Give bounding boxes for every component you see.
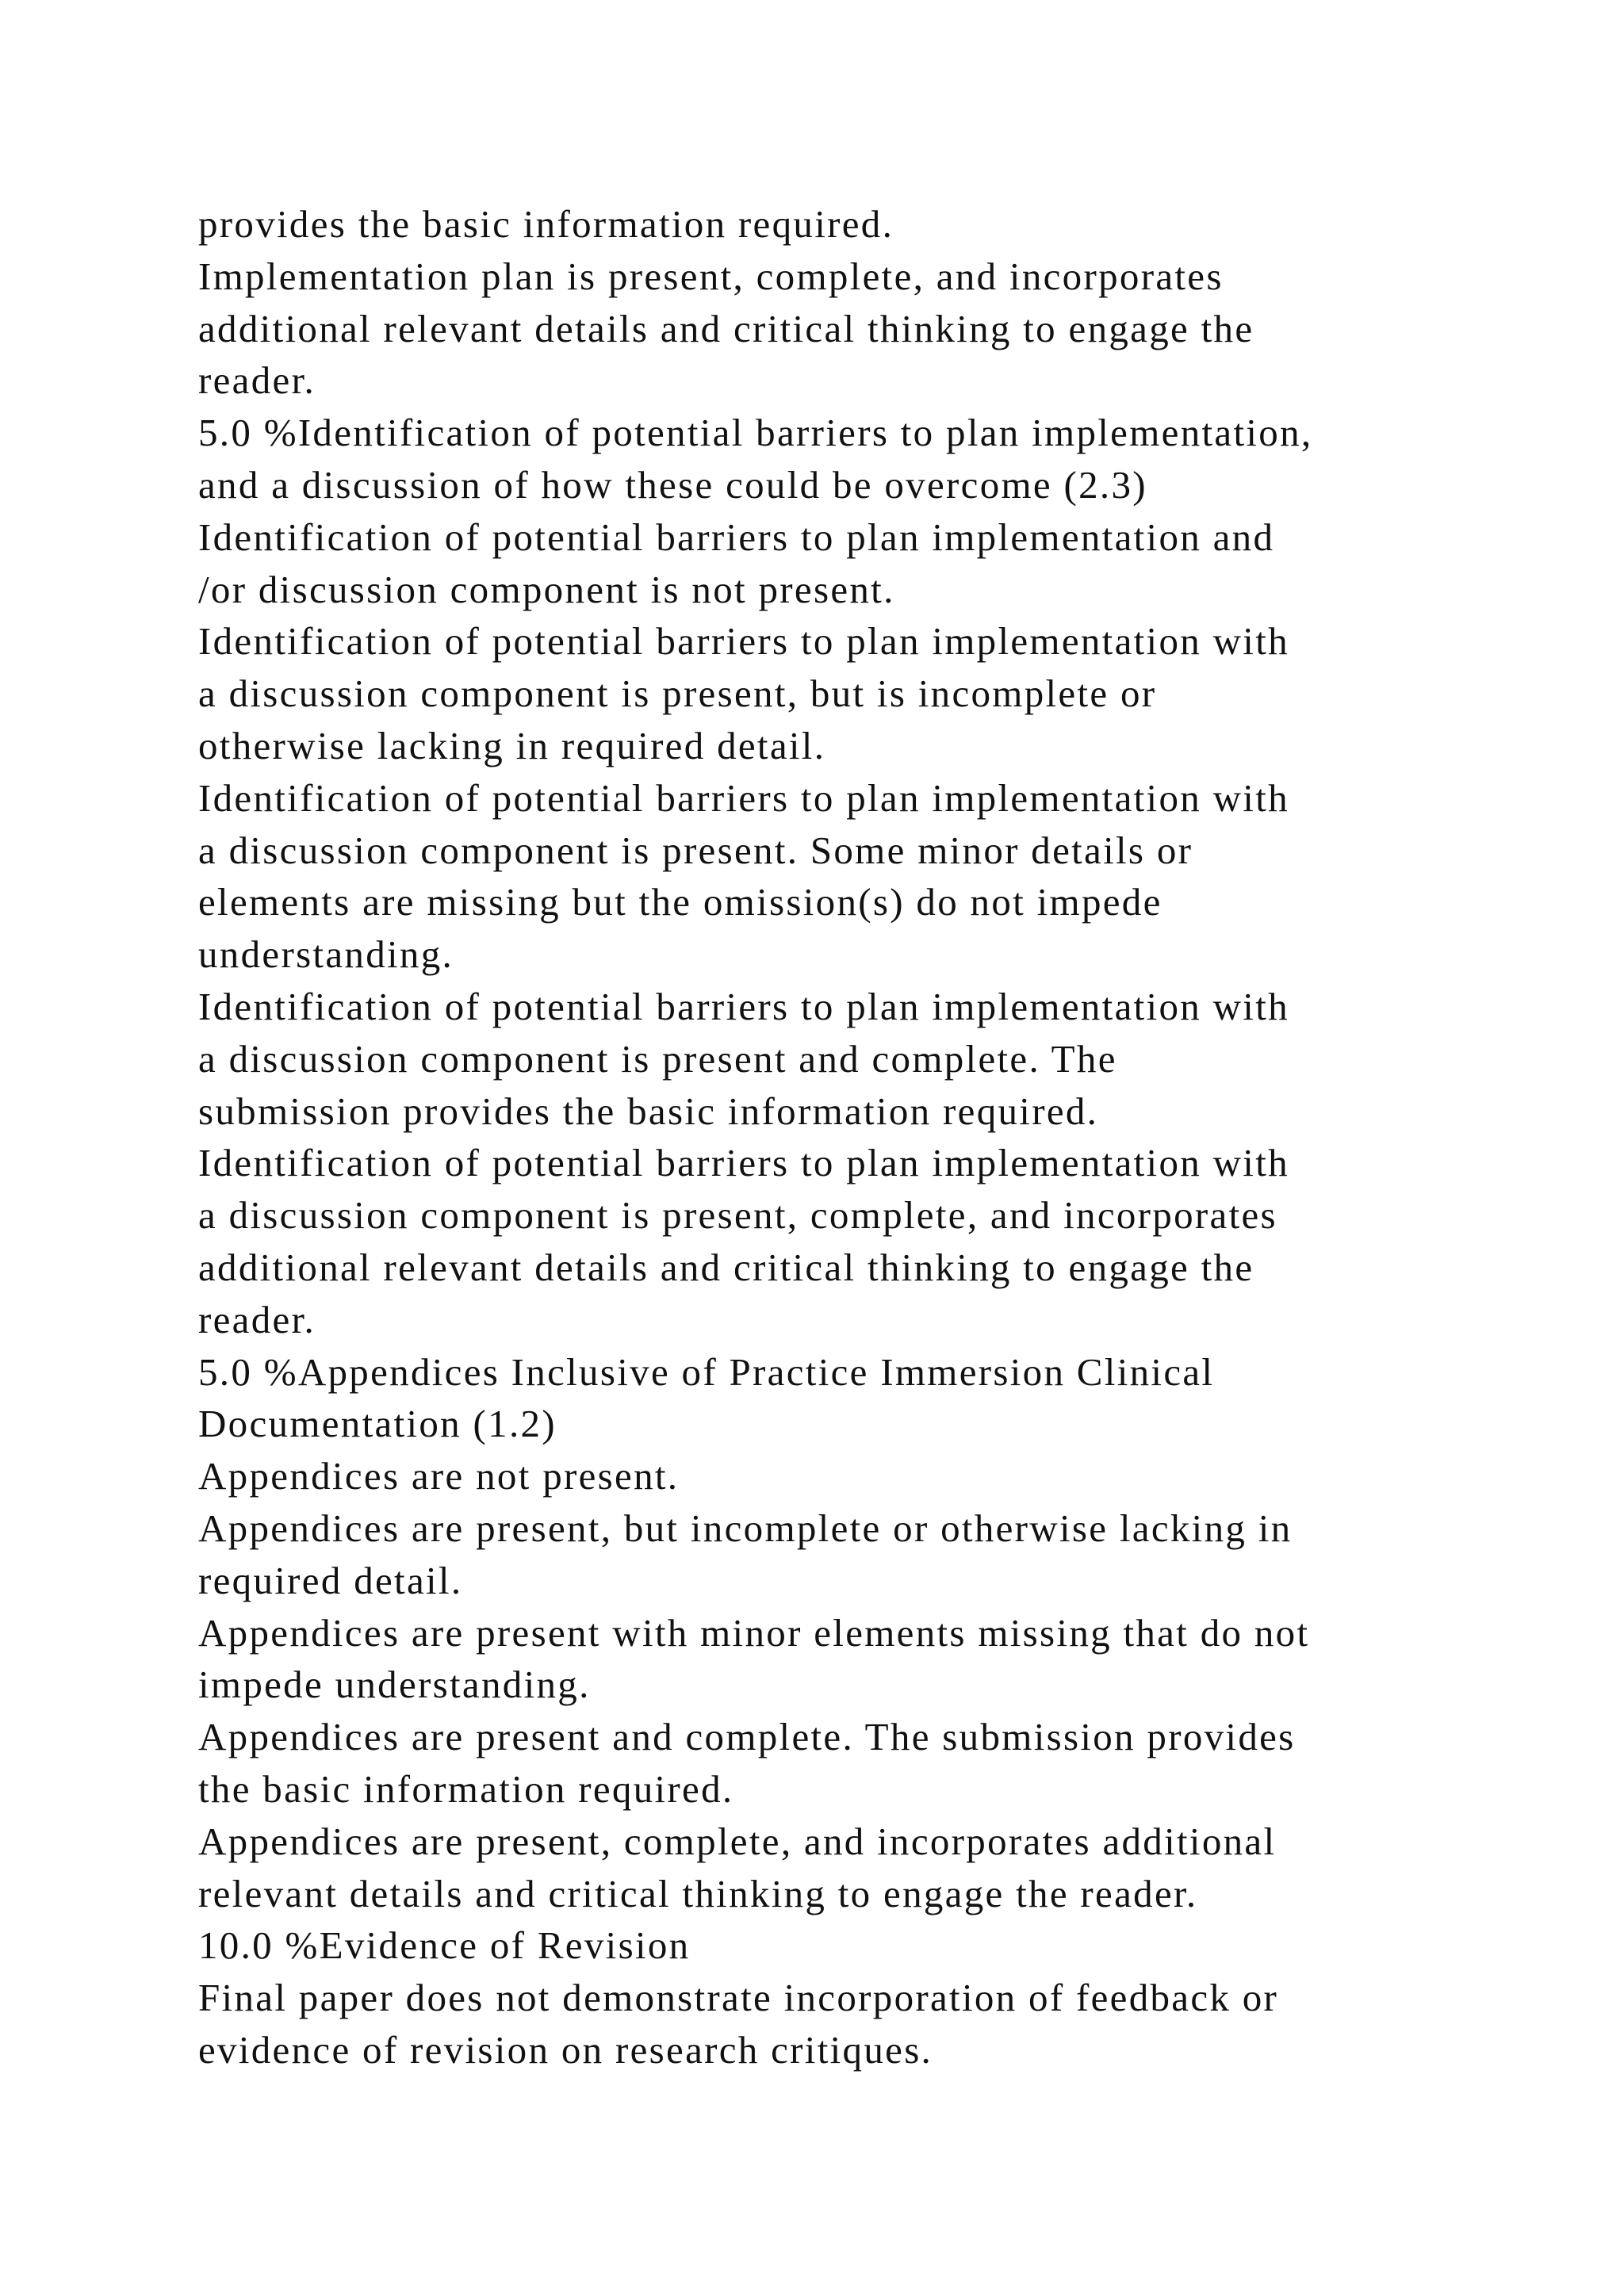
section-heading-line: 5.0 %Appendices Inclusive of Practice Immersion Clinical — [198, 1349, 1215, 1394]
text-line: elements are missing but the omission(s) do not impede — [198, 880, 1162, 924]
text-line: Appendices are present, complete, and incorporates additional — [198, 1819, 1277, 1863]
section-heading-line: Documentation (1.2) — [198, 1402, 557, 1446]
text-line: a discussion component is present, but is incomplete or — [198, 672, 1157, 716]
text-line: Identification of potential barriers to plan implementation with — [198, 1141, 1289, 1185]
text-line: Identification of potential barriers to plan implementation with — [198, 775, 1289, 820]
text-line: provides the basic information required. — [198, 202, 894, 246]
section-heading-line: 10.0 %Evidence of Revision — [198, 1923, 691, 1968]
text-line: a discussion component is present, complete, and incorporates — [198, 1193, 1277, 1238]
text-line: otherwise lacking in required detail. — [198, 723, 826, 767]
text-line: Appendices are present with minor elements missing that do not — [198, 1610, 1310, 1655]
text-line: impede understanding. — [198, 1663, 591, 1707]
section-heading-line: 5.0 %Identification of potential barriers to plan implementation, — [198, 411, 1313, 455]
text-line: submission provides the basic information required. — [198, 1089, 1099, 1133]
text-line: Appendices are not present. — [198, 1454, 680, 1498]
text-line: Appendices are present, but incomplete or otherwise lacking in — [198, 1506, 1293, 1550]
text-line: reader. — [198, 1297, 316, 1341]
section-heading-line: and a discussion of how these could be overcome (2.3) — [198, 462, 1147, 507]
text-line: the basic information required. — [198, 1766, 734, 1811]
text-line: Identification of potential barriers to plan implementation with — [198, 619, 1289, 664]
text-line: required detail. — [198, 1558, 463, 1602]
text-line: evidence of revision on research critiques. — [198, 2027, 933, 2072]
text-line: Appendices are present and complete. The submission provides — [198, 1715, 1296, 1759]
text-line: Implementation plan is present, complete, and incorporates — [198, 254, 1224, 298]
text-line: understanding. — [198, 932, 454, 977]
text-line: /or discussion component is not present. — [198, 567, 895, 611]
text-line: Final paper does not demonstrate incorporation of feedback or — [198, 1976, 1279, 2020]
text-line: a discussion component is present. Some minor details or — [198, 828, 1193, 872]
text-line: additional relevant details and critical thinking to engage the — [198, 1245, 1254, 1289]
document-body — [198, 198, 1515, 2076]
text-line: relevant details and critical thinking to engage the reader. — [198, 1871, 1198, 1915]
text-line: Identification of potential barriers to plan implementation with — [198, 984, 1289, 1028]
text-line: reader. — [198, 358, 316, 403]
text-line: additional relevant details and critical thinking to engage the — [198, 306, 1254, 350]
text-line: a discussion component is present and complete. The — [198, 1036, 1117, 1081]
text-line: Identification of potential barriers to plan implementation and — [198, 515, 1275, 559]
